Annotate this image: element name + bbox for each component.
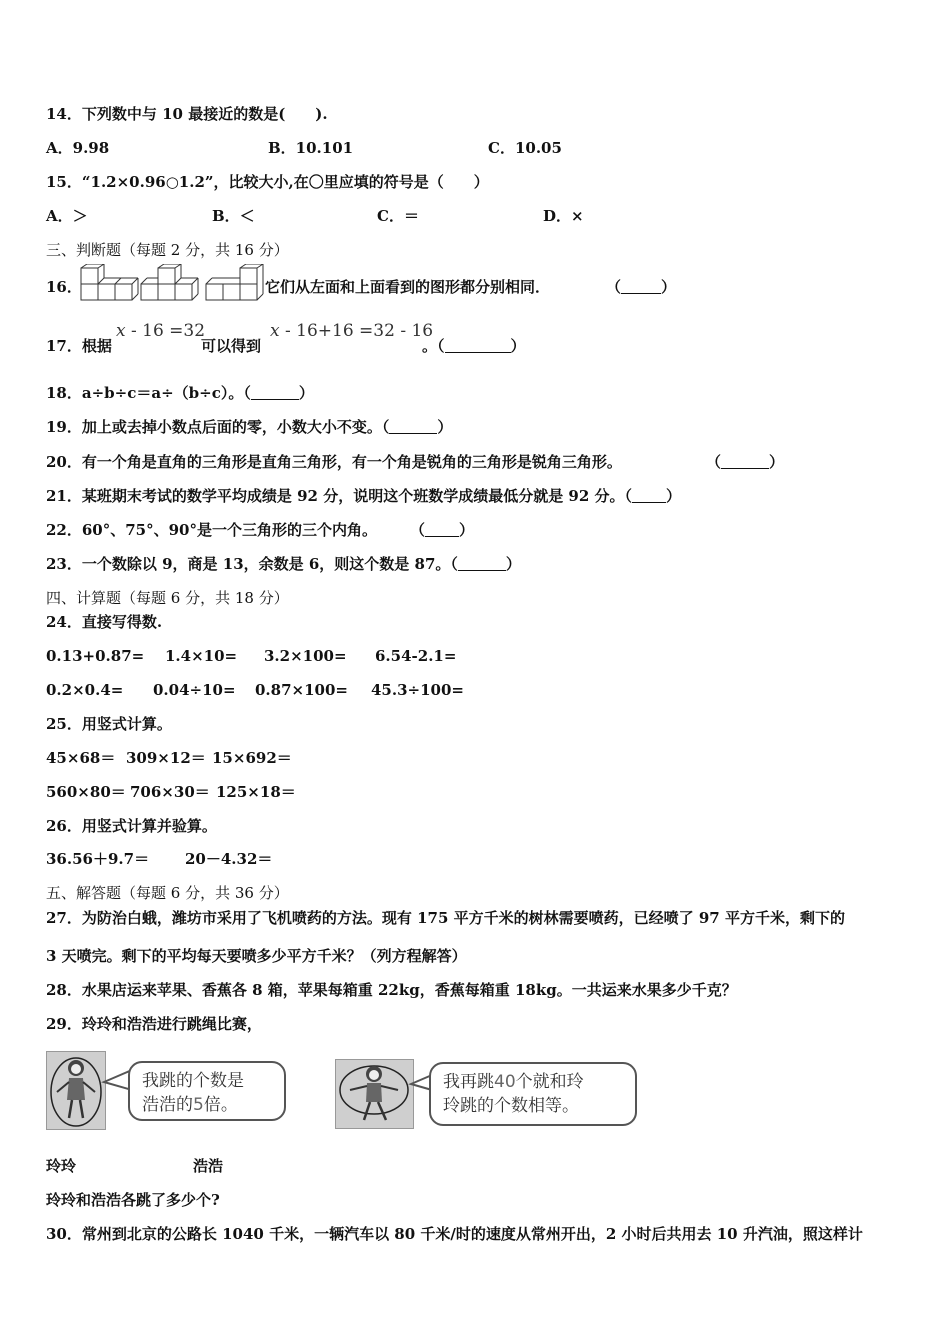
q19-text: 19．加上或去掉小数点后面的零，小数大小不变。（ <box>46 418 390 436</box>
q15-option-b: B．＜ <box>212 207 255 225</box>
q17-eq1-rest: - 16 =32 <box>125 321 206 341</box>
q25-item: 309×12＝ <box>126 749 206 767</box>
q21-paren-right: ） <box>666 487 682 505</box>
q17-end-text: 。（ <box>422 337 445 355</box>
q25-item: 45×68＝ <box>46 749 116 767</box>
q17-eq1-variable: x <box>116 321 126 341</box>
q29-name-lingling: 玲玲 <box>46 1157 77 1175</box>
q17-eq2-rest: - 16+16 =32 - 16 <box>279 321 434 341</box>
q17-blank[interactable] <box>445 338 511 353</box>
q25-item: 560×80＝ <box>46 783 126 801</box>
q29-question: 玲玲和浩浩各跳了多少个? <box>46 1191 220 1209</box>
q17-equation-2 <box>270 321 433 341</box>
girl-jumping-rope-image <box>46 1051 106 1130</box>
q30-statement: 30．常州到北京的公路长 1040 千米，一辆汽车以 80 千米/时的速度从常州开出，2 小时后共用去 10 升汽油，照这样计 <box>46 1225 863 1243</box>
q24-item: 1.4×10= <box>165 647 238 665</box>
q21-text: 21．某班期末考试的数学平均成绩是 92 分，说明这个班数学成绩最低分就是 92 分。（ <box>46 487 633 505</box>
q16-statement: 它们从左面和上面看到的图形都分别相同． <box>265 278 551 296</box>
q26-item: 36.56＋9.7＝ <box>46 850 150 868</box>
q17-prefix: 17．根据 <box>46 337 112 355</box>
q16-paren-right: ） <box>661 278 677 296</box>
q22-paren-left: （ <box>410 521 426 539</box>
q23-blank[interactable] <box>458 556 506 571</box>
q27-line-1: 27．为防治白蛾，潍坊市采用了飞机喷药的方法。现有 175 平方千米的树林需要喷药，已经喷了 97 平方千米，剩下的 <box>46 909 845 927</box>
q20-blank[interactable] <box>721 454 769 469</box>
q23-paren-right: ） <box>505 555 521 573</box>
section-3-heading: 三、判断题（每题 2 分，共 16 分） <box>46 241 289 259</box>
q20-paren-right: ） <box>769 453 785 471</box>
q15-option-d: D．× <box>543 207 584 225</box>
q23-statement <box>46 554 521 574</box>
q18-text: 18．a÷b÷c＝a÷（b÷c）。（ <box>46 384 251 402</box>
q18-statement <box>46 383 314 403</box>
q22-paren-right: ） <box>459 521 475 539</box>
bubble-2-number: 40 <box>494 1072 516 1092</box>
q28-statement: 28．水果店运来苹果、香蕉各 8 箱，苹果每箱重 22kg，香蕉每箱重 18kg。一共运来水果多少千克？ <box>46 981 737 999</box>
q19-blank[interactable] <box>389 419 437 434</box>
q29-name-haohao: 浩浩 <box>193 1157 224 1175</box>
q25-item: 15×692＝ <box>212 749 292 767</box>
q20-statement: 20．有一个角是直角的三角形是直角三角形，有一个角是锐角的三角形是锐角三角形。 <box>46 453 622 471</box>
bubble-1-line-2 <box>142 1093 272 1117</box>
q19-statement <box>46 417 452 437</box>
q22-answer-blank <box>410 520 474 540</box>
boy-jumping-rope-image <box>335 1059 414 1129</box>
bubble-1-text-a: 浩浩的 <box>142 1095 193 1115</box>
q14-option-b: B．10.101 <box>268 139 354 157</box>
q19-paren-right: ） <box>437 418 453 436</box>
section-4-heading: 四、计算题（每题 6 分，共 18 分） <box>46 589 289 607</box>
q25-item: 706×30＝ <box>130 783 210 801</box>
bubble-2-text-b: 个就和玲 <box>515 1072 584 1092</box>
q17-eq2-variable: x <box>270 321 280 341</box>
q22-blank[interactable] <box>425 522 459 537</box>
bubble-1-number: 5 <box>193 1095 204 1115</box>
q14-stem: 14．下列数中与 10 最接近的数是( ). <box>46 105 328 123</box>
q27-line-2: 3 天喷完。剩下的平均每天要喷多少平方千米？（列方程解答） <box>46 947 467 965</box>
q16-paren-left: （ <box>606 278 622 296</box>
lingling-speech-bubble <box>128 1061 286 1121</box>
q25-stem: 25．用竖式计算。 <box>46 715 172 733</box>
q24-item: 3.2×100= <box>264 647 347 665</box>
q17-answer-blank <box>422 336 526 356</box>
q18-paren-right: ） <box>298 384 314 402</box>
cube-figures-image <box>79 264 264 304</box>
haohao-speech-bubble <box>429 1062 637 1126</box>
q24-item: 0.87×100= <box>255 681 348 699</box>
q18-blank[interactable] <box>251 385 299 400</box>
q29-stem: 29．玲玲和浩浩进行跳绳比赛， <box>46 1015 262 1033</box>
q22-statement: 22．60°、75°、90°是一个三角形的三个内角。 <box>46 521 377 539</box>
bubble-2-line-1 <box>443 1070 623 1094</box>
q20-answer-blank <box>706 452 784 472</box>
bubble-1-line-1: 我跳的个数是 <box>142 1071 244 1091</box>
q25-item: 125×18＝ <box>216 783 296 801</box>
q14-option-c: C．10.05 <box>488 139 562 157</box>
bubble-2-line-2: 玲跳的个数相等。 <box>443 1096 579 1116</box>
q15-option-c: C．＝ <box>377 207 419 225</box>
q17-paren-right: ） <box>510 337 526 355</box>
q15-option-a: A．＞ <box>46 207 88 225</box>
q16-number: 16． <box>46 278 82 296</box>
q26-item: 20－4.32＝ <box>185 850 273 868</box>
q17-equation-1 <box>116 321 205 341</box>
q14-option-a: A．9.98 <box>46 139 110 157</box>
section-5-heading: 五、解答题（每题 6 分，共 36 分） <box>46 884 289 902</box>
q24-item: 45.3÷100= <box>371 681 464 699</box>
q24-item: 0.2×0.4= <box>46 681 124 699</box>
q20-paren-left: （ <box>706 453 722 471</box>
q24-item: 6.54-2.1= <box>375 647 457 665</box>
q23-text: 23．一个数除以 9，商是 13，余数是 6，则这个数是 87。（ <box>46 555 458 573</box>
q24-item: 0.13+0.87= <box>46 647 145 665</box>
q26-stem: 26．用竖式计算并验算。 <box>46 817 217 835</box>
q24-stem: 24．直接写得数. <box>46 613 163 631</box>
q15-stem: 15．“1.2×0.96○1.2”，比较大小,在〇里应填的符号是（ ） <box>46 173 489 191</box>
bubble-2-text-a: 我再跳 <box>443 1072 494 1092</box>
q21-blank[interactable] <box>632 488 666 503</box>
q21-statement <box>46 486 681 506</box>
q17-middle-text: 可以得到 <box>201 337 262 355</box>
q24-item: 0.04÷10= <box>153 681 236 699</box>
q16-blank[interactable] <box>621 279 661 294</box>
q16-answer-blank <box>606 277 676 297</box>
bubble-1-text-b: 倍。 <box>203 1095 238 1115</box>
